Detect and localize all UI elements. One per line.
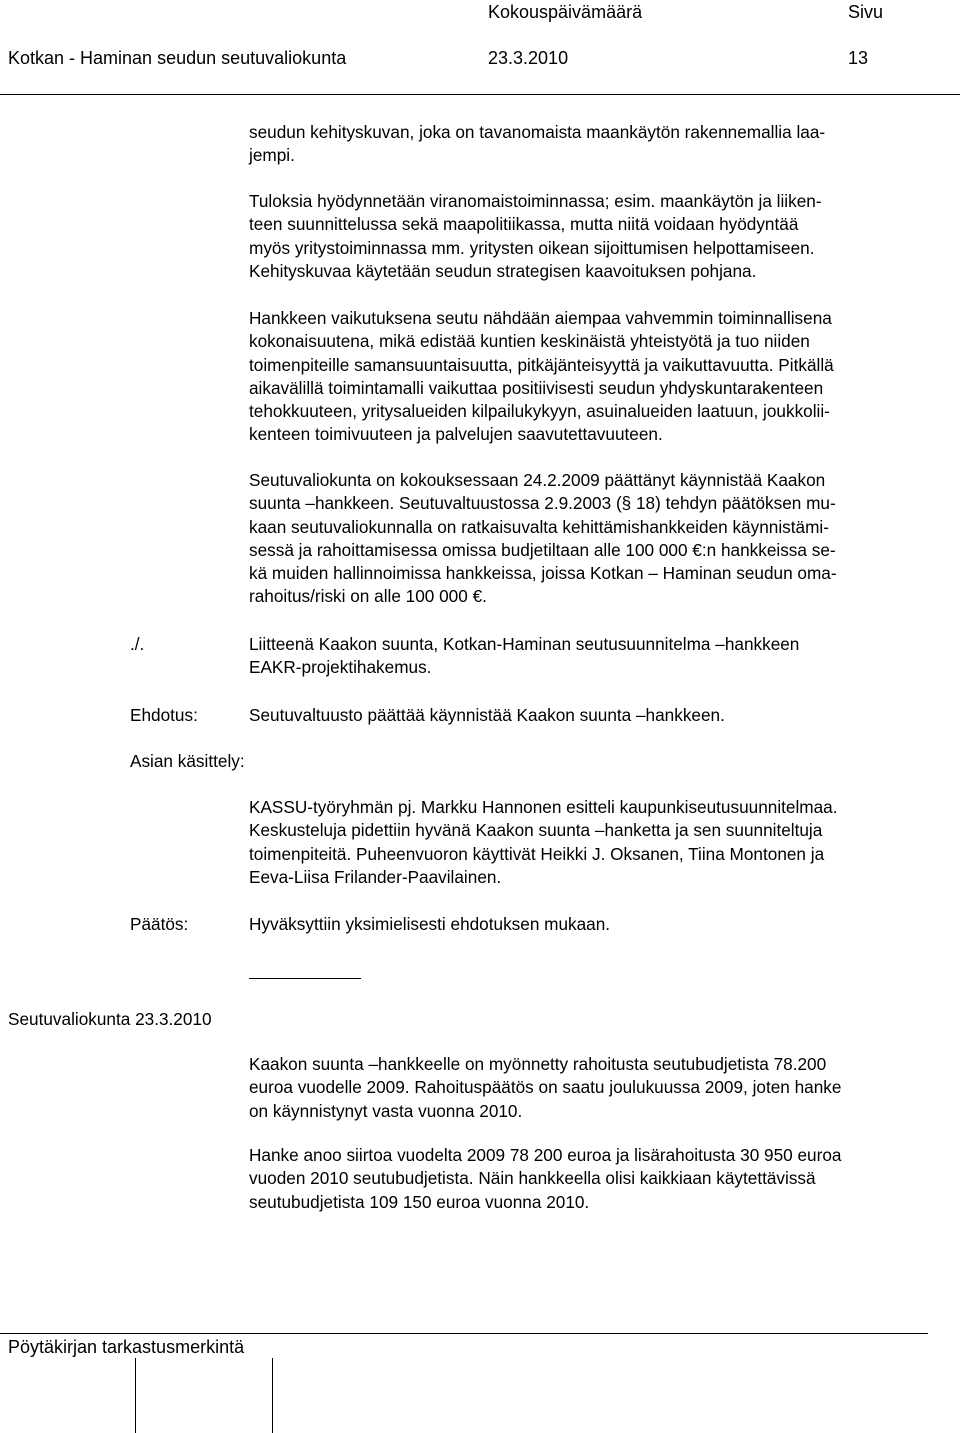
text-line: tehokkuuteen, yritysalueiden kilpailukykyyn, asuinalueiden laatuun, joukkolii- xyxy=(249,401,830,422)
text-line: jempi. xyxy=(249,145,295,166)
attachment-marker: ./. xyxy=(130,634,145,654)
footer-label: Pöytäkirjan tarkastusmerkintä xyxy=(8,1337,245,1357)
signature-box-divider xyxy=(272,1358,273,1433)
text-line: Seutuvaliokunta on kokouksessaan 24.2.2009 päättänyt käynnistää Kaakon xyxy=(249,470,826,490)
text-line: toimenpiteille samansuuntaisuutta, pitkäjänteisyyttä ja vaikuttavuutta. Pitkällä xyxy=(249,354,834,375)
text-line: EAKR-projektihakemus. xyxy=(249,657,432,678)
text-line: rahoitus/riski on alle 100 000 €. xyxy=(249,586,487,607)
footer-divider xyxy=(0,1333,928,1334)
text-line: kokonaisuutena, mikä edistää kuntien keskinäistä yhteistyötä ja tuo niiden xyxy=(249,331,810,352)
decision-history-paragraph xyxy=(249,469,837,609)
page-number: 13 xyxy=(848,48,869,68)
proposal-label: Ehdotus: xyxy=(130,705,198,725)
text-line: on käynnistynyt vasta vuonna 2010. xyxy=(249,1100,523,1121)
text-line: suunta –hankkeen. Seutuvaltuustossa 2.9.2003 (§ 18) tehdyn päätöksen mu- xyxy=(249,493,836,514)
text-line: euroa vuodelle 2009. Rahoituspäätös on saatu joulukuussa 2009, joten hanke xyxy=(249,1077,842,1098)
handling-label: Asian käsittely: xyxy=(130,751,245,771)
impact-paragraph xyxy=(249,307,834,447)
attachment-text xyxy=(249,633,799,680)
text-line: Keskusteluja pidettiin hyvänä Kaakon suunta –hanketta ja sen suunniteltuja xyxy=(249,820,823,841)
section-separator xyxy=(249,978,361,979)
text-line: kä muiden hallinnoimissa hankkeissa, joissa Kotkan – Haminan seudun oma- xyxy=(249,563,837,584)
text-line: teen suunnittelussa sekä maapolitiikassa, mutta niitä voidaan hyödyntää xyxy=(249,214,799,235)
text-line: Hankkeen vaikutuksena seutu nähdään aiempaa vahvemmin toiminnallisena xyxy=(249,308,832,328)
text-line: kenteen toimivuuteen ja palvelujen saavutettavuuteen. xyxy=(249,424,663,445)
funding-paragraph xyxy=(249,1053,841,1123)
meeting-date: 23.3.2010 xyxy=(488,48,569,68)
text-line: Kehityskuvaa käytetään seudun strategisen kaavoituksen pohjana. xyxy=(249,260,757,281)
header-divider xyxy=(0,94,960,95)
text-line: sessä ja rahoittamisessa omissa budjetiltaan alle 100 000 €:n hankkeissa se- xyxy=(249,539,836,560)
date-column-label: Kokouspäivämäärä xyxy=(488,2,643,22)
decision-text: Hyväksyttiin yksimielisesti ehdotuksen mukaan. xyxy=(249,914,611,934)
text-line: seutubudjetista 109 150 euroa vuonna 2010. xyxy=(249,1191,590,1212)
text-line: Hanke anoo siirtoa vuodelta 2009 78 200 euroa ja lisärahoitusta 30 950 euroa xyxy=(249,1145,842,1165)
meeting-2010-label: Seutuvaliokunta 23.3.2010 xyxy=(8,1009,212,1029)
text-line: aikavälillä toimintamalli vaikuttaa positiivisesti seudun yhdyskuntarakenteen xyxy=(249,377,824,398)
page-column-label: Sivu xyxy=(848,2,884,22)
text-line: Tuloksia hyödynnetään viranomaistoiminnassa; esim. maankäytön ja liiken- xyxy=(249,191,822,211)
intro-paragraph xyxy=(249,121,825,168)
signature-box-divider xyxy=(135,1358,136,1433)
text-line: Liitteenä Kaakon suunta, Kotkan-Haminan seutusuunnitelma –hankkeen xyxy=(249,634,800,654)
handling-text xyxy=(249,796,838,889)
text-line: toimenpiteitä. Puheenvuoron käyttivät Heikki J. Oksanen, Tiina Montonen ja xyxy=(249,843,825,864)
text-line: seudun kehityskuvan, joka on tavanomaista maankäytön rakennemallia laa- xyxy=(249,122,826,142)
text-line: kaan seutuvaliokunnalla on ratkaisuvalta kehittämishankkeiden käynnistämi- xyxy=(249,516,829,537)
organization-name: Kotkan - Haminan seudun seutuvaliokunta xyxy=(8,48,347,68)
text-line: Eeva-Liisa Frilander-Paavilainen. xyxy=(249,866,502,887)
text-line: KASSU-työryhmän pj. Markku Hannonen esitteli kaupunkiseutusuunnitelmaa. xyxy=(249,797,838,817)
decision-label: Päätös: xyxy=(130,914,189,934)
transfer-request-paragraph xyxy=(249,1144,841,1214)
proposal-text: Seutuvaltuusto päättää käynnistää Kaakon suunta –hankkeen. xyxy=(249,705,725,725)
usage-paragraph xyxy=(249,190,822,283)
text-line: myös yritystoiminnassa mm. yritysten oikean sijoittumisen helpottamiseen. xyxy=(249,237,815,258)
text-line: Kaakon suunta –hankkeelle on myönnetty rahoitusta seutubudjetista 78.200 xyxy=(249,1054,827,1074)
text-line: vuoden 2010 seutubudjetista. Näin hankkeella olisi kaikkiaan käytettävissä xyxy=(249,1168,816,1189)
